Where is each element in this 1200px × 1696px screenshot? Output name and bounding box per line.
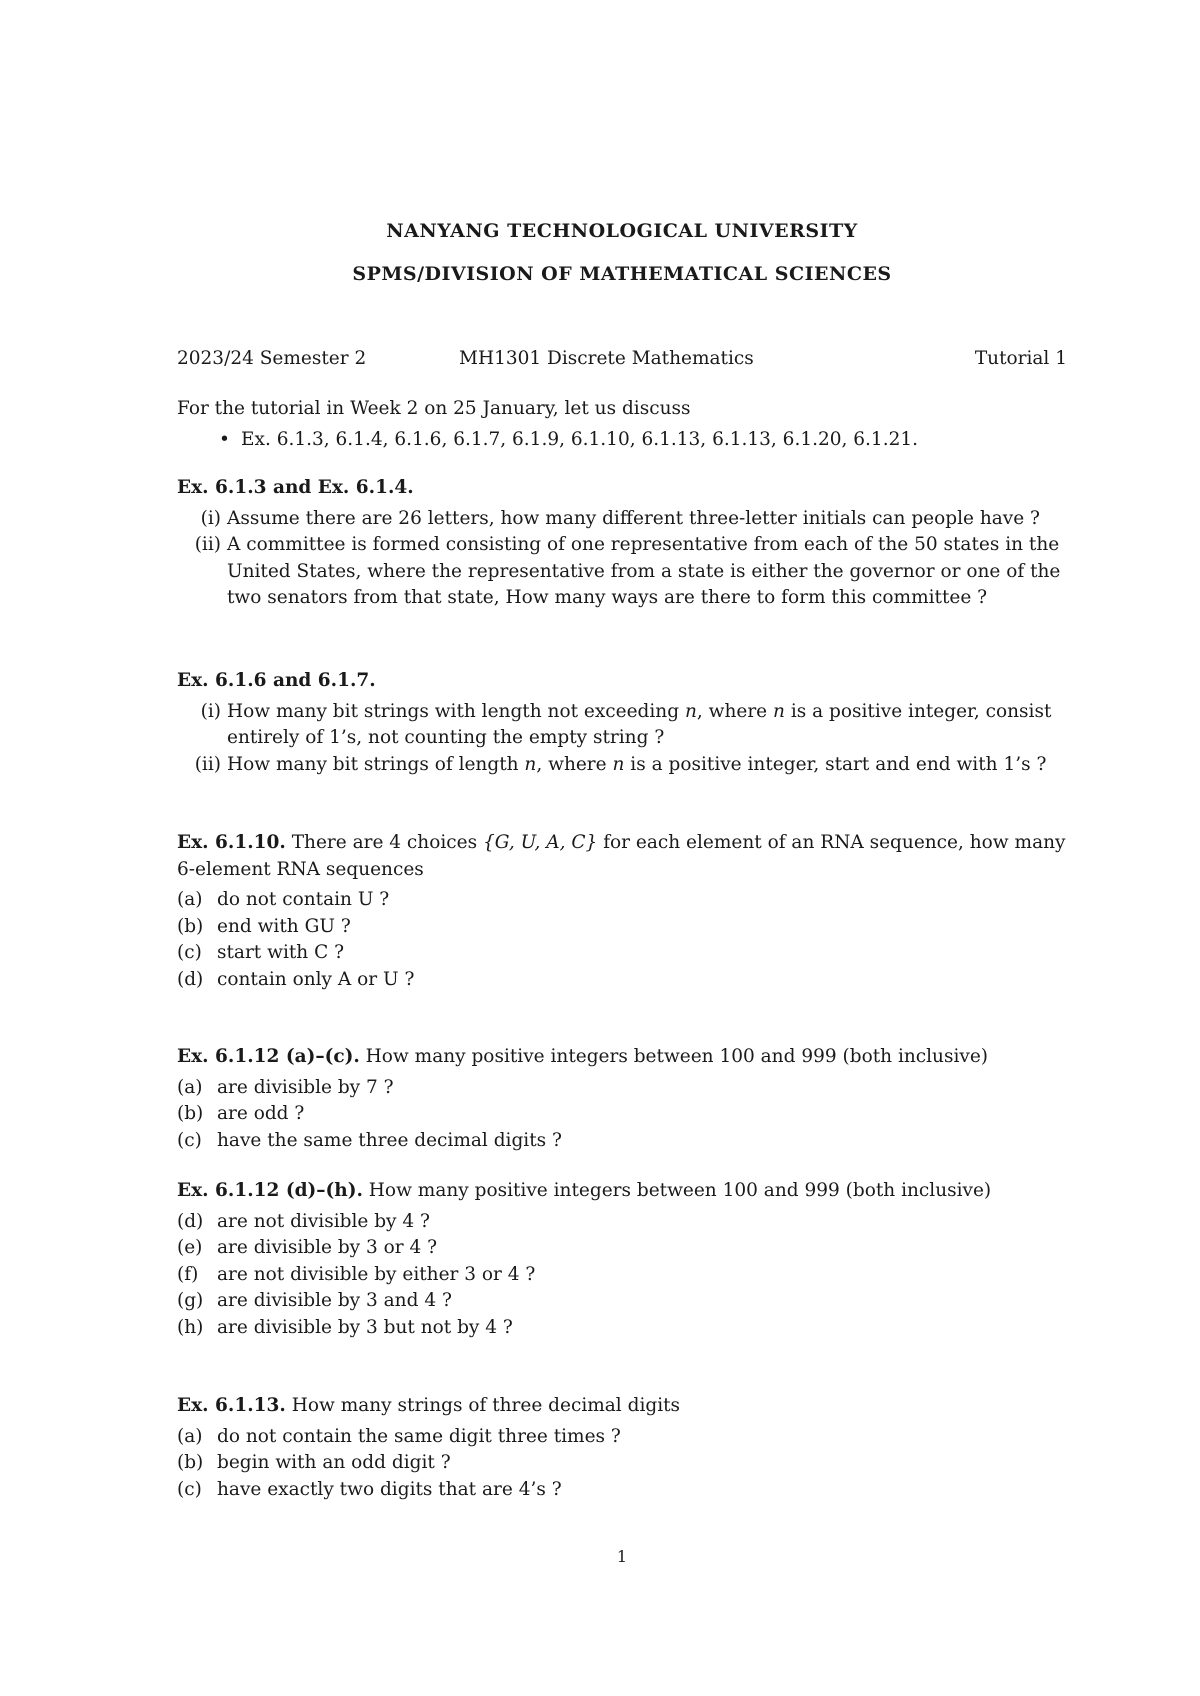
bullet-icon: • (219, 429, 230, 450)
tutorial-text: Tutorial 1 (974, 348, 1067, 369)
course-meta-line (177, 346, 1067, 374)
exercise-intro: Ex. 6.1.12 (d)–(h). How many positive integers between 100 and 999 (both inclusive) (177, 1180, 992, 1201)
list-item: (b) are odd ? (177, 1103, 305, 1124)
exercise-6-1-12-d-h (177, 1178, 1067, 1341)
list-item: (b) begin with an odd digit ? (177, 1452, 451, 1473)
semester-text: 2023/24 Semester 2 (177, 348, 367, 369)
exercise-intro: Ex. 6.1.10. There are 4 choices {G, U, A, C} for each element of an RNA sequence, how many 6-element RNA sequences (177, 832, 1066, 880)
exercise-items (177, 1209, 1067, 1342)
exercise-items (177, 1424, 1067, 1504)
exercise-title: Ex. 6.1.12 (d)–(h). (177, 1180, 363, 1201)
university-title: NANYANG TECHNOLOGICAL UNIVERSITY (386, 220, 858, 242)
exercise-title: Ex. 6.1.13. (177, 1395, 286, 1416)
document-page (177, 0, 1067, 1696)
list-item: (g) are divisible by 3 and 4 ? (177, 1290, 452, 1311)
exercise-6-1-12-a-c (177, 1044, 1067, 1154)
list-item: (a) do not contain the same digit three times ? (177, 1425, 621, 1447)
exercise-title: Ex. 6.1.3 and Ex. 6.1.4. (177, 477, 414, 498)
exercise-items (177, 506, 1067, 612)
exercise-6-1-10 (177, 830, 1067, 993)
list-item: (ii) How many bit strings of length n, where n is a positive integer, start and end with 1’s ? (194, 753, 1047, 775)
list-item: (a) do not contain U ? (177, 889, 390, 910)
exercise-items (177, 1075, 1067, 1155)
list-item: (i) How many bit strings with length not exceeding n, where n is a positive integer, consist entirely of 1’s, not counting the empty string ? (200, 700, 1052, 748)
exercise-title: Ex. 6.1.12 (a)–(c). (177, 1046, 360, 1067)
list-item: (b) end with GU ? (177, 915, 351, 937)
exercise-items (177, 887, 1067, 993)
list-item: (d) contain only A or U ? (177, 968, 415, 990)
intro-text: For the tutorial in Week 2 on 25 January, let us discuss (177, 398, 691, 419)
list-item: (e) are divisible by 3 or 4 ? (177, 1237, 438, 1258)
list-item: (c) start with C ? (177, 942, 345, 963)
exercise-intro: Ex. 6.1.13. How many strings of three decimal digits (177, 1395, 681, 1416)
list-item: (a) are divisible by 7 ? (177, 1076, 394, 1098)
list-item: (c) have exactly two digits that are 4’s ? (177, 1478, 562, 1500)
list-item: (f) are not divisible by either 3 or 4 ? (177, 1263, 536, 1285)
list-item: (d) are not divisible by 4 ? (177, 1210, 430, 1232)
list-item: (h) are divisible by 3 but not by 4 ? (177, 1316, 513, 1338)
division-title: SPMS/DIVISION OF MATHEMATICAL SCIENCES (352, 263, 892, 285)
list-item: (ii) A committee is formed consisting of one representative from each of the 50 states in the United States, where the representative from a state is either the governor or one of the two senators from that state, How many ways are there to form this committee ? (194, 534, 1061, 608)
exercise-title: Ex. 6.1.6 and 6.1.7. (177, 670, 376, 691)
set-notation: {G, U, A, C} (482, 832, 598, 853)
list-item: (i) Assume there are 26 letters, how many different three-letter initials can people have ? (200, 507, 1040, 529)
intro-bullet-text: Ex. 6.1.3, 6.1.4, 6.1.6, 6.1.7, 6.1.9, 6.1.10, 6.1.13, 6.1.13, 6.1.20, 6.1.21. (241, 429, 919, 450)
exercise-6-1-3 (177, 475, 1067, 612)
course-text: MH1301 Discrete Mathematics (459, 348, 754, 369)
exercise-6-1-6 (177, 668, 1067, 778)
list-item: (c) have the same three decimal digits ? (177, 1129, 562, 1151)
page-number: 1 (616, 1547, 628, 1566)
exercise-intro: Ex. 6.1.12 (a)–(c). How many positive integers between 100 and 999 (both inclusive) (177, 1046, 988, 1067)
exercise-6-1-13 (177, 1393, 1067, 1503)
exercise-items (177, 699, 1067, 779)
exercise-title: Ex. 6.1.10. (177, 832, 286, 853)
